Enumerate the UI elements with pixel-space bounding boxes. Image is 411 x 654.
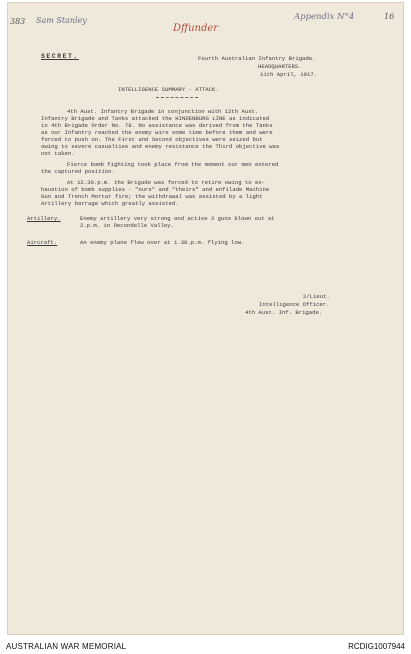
- signature-unit: 4th Aust. Inf. Brigade.: [245, 309, 323, 316]
- paragraph-1: [41, 108, 279, 157]
- paragraph-line: An enemy plane flew over at 1.30.p.m. flying low.: [80, 239, 245, 246]
- institution-name: AUSTRALIAN WAR MEMORIAL: [6, 642, 127, 651]
- paragraph-2: [41, 161, 278, 175]
- paragraph-line: in 4th Brigade Order No. 78. No assistance was derived from the Tanks: [41, 122, 273, 129]
- paragraph-line: owing to severe casualties and enemy resistance the Third objective was: [41, 143, 280, 150]
- paragraph-line: Gun and Trench Mortar fire; the withdrawal was assisted by a light: [41, 193, 263, 200]
- handwritten-name: Sam Stanley: [36, 16, 87, 25]
- paragraph-line: forced to push on. The First and Second objectives were seized but: [41, 136, 263, 143]
- appendix-label: Appendix N°4: [294, 12, 355, 22]
- header-unit: Fourth Australian Infantry Brigade.: [198, 55, 316, 62]
- classification: SECRET.: [41, 53, 79, 60]
- header-date: 11th April, 1917.: [260, 71, 318, 78]
- handwritten-appendix-note: Dffunder: [173, 23, 219, 34]
- archive-number: 383: [10, 17, 26, 26]
- paragraph-line: haustion of bomb supplies - "ours" and "theirs" and enfilade Machine: [41, 186, 270, 193]
- artillery-heading: Artillery.: [27, 215, 61, 222]
- archive-footer: [0, 638, 411, 654]
- title-underline: [156, 97, 198, 98]
- document-page: [7, 2, 404, 635]
- paragraph-line: Infantry Brigade and Tanks attacked the HINDENBURG LINE as indicated: [41, 115, 270, 122]
- paragraph-line: Artillery barrage which greatly assisted.: [41, 200, 179, 207]
- paragraph-line: the captured position.: [41, 168, 115, 175]
- header-location: HEADQUARTERS.: [258, 63, 302, 70]
- paragraph-line: 4th Aust. Infantry Brigade in conjunction with 12th Aust.: [67, 108, 259, 115]
- paragraph-line: as our Infantry reached the enemy wire some time before them and were: [41, 129, 273, 136]
- paragraph-line: Enemy artillery very strong and active 3 guns blown out at: [80, 215, 275, 222]
- aircraft-text: [80, 239, 244, 246]
- paragraph-line: not taken.: [41, 150, 75, 157]
- paragraph-line: Fierce bomb fighting took place from the moment our men entered: [67, 161, 279, 168]
- signature-role: Intelligence Officer.: [259, 301, 330, 308]
- document-title: INTELLIGENCE SUMMARY - ATTACK.: [118, 86, 219, 93]
- signature-rank: 2/Lieut.: [303, 293, 330, 300]
- paragraph-line: 2.p.m. in Decondelle Valley.: [80, 222, 174, 229]
- artillery-text: [80, 215, 275, 229]
- paragraph-3: [41, 179, 269, 207]
- record-id: RCDIG1007944: [348, 642, 405, 651]
- paragraph-line: At 12.30.p.m. the Brigade was forced to retire owing to ex-: [67, 179, 266, 186]
- aircraft-heading: Aircraft.: [27, 239, 58, 246]
- page-number: 16: [384, 12, 395, 21]
